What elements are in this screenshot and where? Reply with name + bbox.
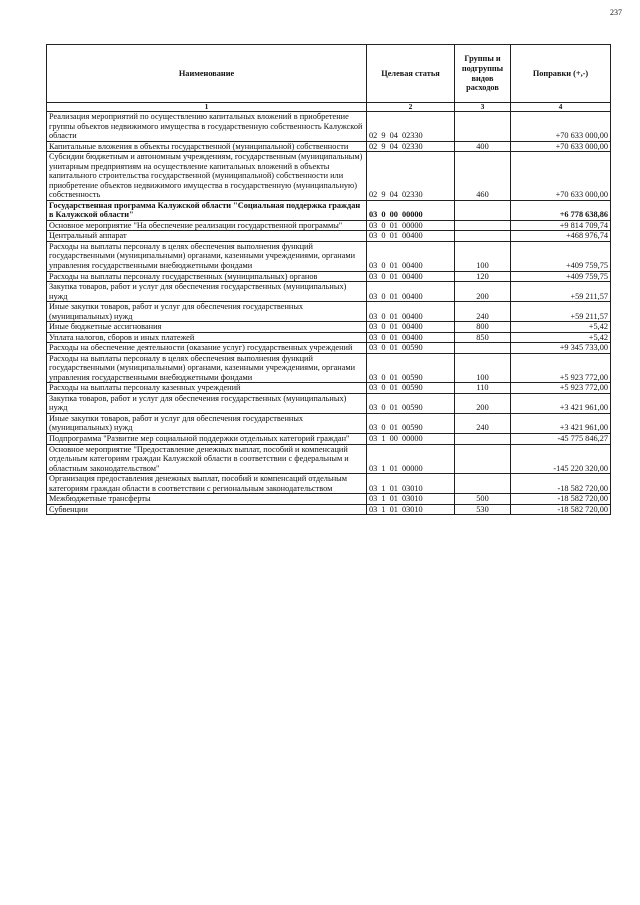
row-amount: +70 633 000,00 (511, 141, 611, 152)
row-name: Субсидии бюджетным и автономным учреждениям, государственным (муниципальным) унитарным предприятиям на осуществление капитальных вложений в объекты капитального строительства государственной (муниципальной) собственности или приобретение объектов недвижимого имущества в государственную (муниципальную) собственность (47, 152, 367, 201)
row-amount: +409 759,75 (511, 271, 611, 282)
row-target-article: 03 1 01 03010 (367, 474, 455, 494)
row-amount: -18 582 720,00 (511, 474, 611, 494)
row-target-article: 03 0 01 00400 (367, 332, 455, 343)
row-expense-group: 100 (455, 353, 511, 383)
table-row (47, 302, 611, 322)
row-amount: -45 775 846,27 (511, 434, 611, 445)
table-header-row (47, 45, 611, 103)
row-target-article: 03 0 01 00590 (367, 383, 455, 394)
table-row (47, 231, 611, 242)
row-target-article: 03 0 00 00000 (367, 200, 455, 220)
row-amount: +9 345 733,00 (511, 343, 611, 354)
row-name: Межбюджетные трансферты (47, 494, 367, 505)
table-row (47, 200, 611, 220)
row-amount: +5,42 (511, 322, 611, 333)
row-name: Закупка товаров, работ и услуг для обеспечения государственных (муниципальных) нужд (47, 393, 367, 413)
table-row (47, 393, 611, 413)
table-row (47, 322, 611, 333)
row-name: Иные закупки товаров, работ и услуг для обеспечения государственных (муниципальных) нужд (47, 413, 367, 433)
table-row (47, 241, 611, 271)
table-row (47, 282, 611, 302)
table-row (47, 494, 611, 505)
row-target-article: 03 0 01 00400 (367, 322, 455, 333)
row-expense-group: 850 (455, 332, 511, 343)
row-name: Основное мероприятие "Предоставление денежных выплат, пособий и компенсаций отдельным категориям граждан Калужской области в соответствии с федеральным и областным законодательством" (47, 444, 367, 474)
row-name: Расходы на выплаты персоналу государственных (муниципальных) органов (47, 271, 367, 282)
row-expense-group: 200 (455, 282, 511, 302)
row-expense-group: 400 (455, 141, 511, 152)
row-target-article: 03 1 01 00000 (367, 444, 455, 474)
row-target-article: 03 0 01 00590 (367, 393, 455, 413)
row-amount: +5 923 772,00 (511, 353, 611, 383)
row-target-article: 03 1 01 03010 (367, 504, 455, 515)
row-expense-group: 110 (455, 383, 511, 394)
row-amount: +70 633 000,00 (511, 112, 611, 142)
row-target-article: 03 0 01 00590 (367, 353, 455, 383)
row-expense-group (455, 343, 511, 354)
row-amount: +59 211,57 (511, 282, 611, 302)
row-expense-group: 120 (455, 271, 511, 282)
table-row (47, 343, 611, 354)
row-amount: -18 582 720,00 (511, 494, 611, 505)
row-name: Расходы на обеспечение деятельности (оказание услуг) государственных учреждений (47, 343, 367, 354)
column-number-row (47, 103, 611, 112)
row-name: Государственная программа Калужской области "Социальная поддержка граждан в Калужской области" (47, 200, 367, 220)
row-name: Подпрограмма "Развитие мер социальной поддержки отдельных категорий граждан" (47, 434, 367, 445)
row-amount: +6 778 638,86 (511, 200, 611, 220)
row-expense-group (455, 200, 511, 220)
row-target-article: 02 9 04 02330 (367, 112, 455, 142)
row-name: Расходы на выплаты персоналу в целях обеспечения выполнения функций государственными (муниципальными) органами, казенными учреждениями, органами управления государственными внебюджетными фондами (47, 353, 367, 383)
row-target-article: 03 0 01 00400 (367, 271, 455, 282)
column-number: 1 (47, 103, 367, 112)
table-row (47, 271, 611, 282)
row-name: Основное мероприятие "На обеспечение реализации государственной программы" (47, 220, 367, 231)
row-target-article: 03 0 01 00000 (367, 220, 455, 231)
row-amount: +9 814 709,74 (511, 220, 611, 231)
row-target-article: 03 0 01 00590 (367, 413, 455, 433)
row-amount: +59 211,57 (511, 302, 611, 322)
row-name: Расходы на выплаты персоналу в целях обеспечения выполнения функций государственными (муниципальными) органами, казенными учреждениями, органами управления государственными внебюджетными фондами (47, 241, 367, 271)
table-row (47, 152, 611, 201)
table-row (47, 383, 611, 394)
header-name: Наименование (47, 45, 367, 103)
row-target-article: 03 1 01 03010 (367, 494, 455, 505)
table-row (47, 353, 611, 383)
row-name: Закупка товаров, работ и услуг для обеспечения государственных (муниципальных) нужд (47, 282, 367, 302)
column-number: 3 (455, 103, 511, 112)
row-target-article: 03 0 01 00400 (367, 282, 455, 302)
column-number: 4 (511, 103, 611, 112)
row-amount: -145 220 320,00 (511, 444, 611, 474)
row-target-article: 03 1 00 00000 (367, 434, 455, 445)
table-row (47, 141, 611, 152)
table-body (47, 112, 611, 515)
row-name: Субвенции (47, 504, 367, 515)
column-number: 2 (367, 103, 455, 112)
row-name: Иные закупки товаров, работ и услуг для обеспечения государственных (муниципальных) нужд (47, 302, 367, 322)
table-row (47, 444, 611, 474)
row-expense-group (455, 112, 511, 142)
row-expense-group (455, 444, 511, 474)
table-row (47, 413, 611, 433)
table-row (47, 434, 611, 445)
row-name: Иные бюджетные ассигнования (47, 322, 367, 333)
row-name: Центральный аппарат (47, 231, 367, 242)
header-target-article: Целевая статья (367, 45, 455, 103)
row-expense-group: 530 (455, 504, 511, 515)
row-expense-group: 100 (455, 241, 511, 271)
row-target-article: 03 0 01 00400 (367, 302, 455, 322)
table-row (47, 504, 611, 515)
row-expense-group: 460 (455, 152, 511, 201)
row-amount: +70 633 000,00 (511, 152, 611, 201)
row-expense-group (455, 220, 511, 231)
row-expense-group: 500 (455, 494, 511, 505)
table-row (47, 474, 611, 494)
row-target-article: 02 9 04 02330 (367, 141, 455, 152)
row-name: Реализация мероприятий по осуществлению капитальных вложений в приобретение группы объектов недвижимого имущества в государственную собственность Калужской области (47, 112, 367, 142)
budget-amendments-table (46, 44, 611, 515)
row-target-article: 02 9 04 02330 (367, 152, 455, 201)
row-expense-group: 800 (455, 322, 511, 333)
header-amendments: Поправки (+,-) (511, 45, 611, 103)
row-expense-group: 200 (455, 393, 511, 413)
row-expense-group: 240 (455, 413, 511, 433)
row-amount: +409 759,75 (511, 241, 611, 271)
row-amount: +5,42 (511, 332, 611, 343)
row-expense-group (455, 434, 511, 445)
row-expense-group: 240 (455, 302, 511, 322)
table-row (47, 220, 611, 231)
header-expense-group: Группы и подгруппы видов расходов (455, 45, 511, 103)
row-target-article: 03 0 01 00590 (367, 343, 455, 354)
row-name: Организация предоставления денежных выплат, пособий и компенсаций отдельным категориям граждан области в соответствии с региональным законодательством (47, 474, 367, 494)
row-amount: +3 421 961,00 (511, 413, 611, 433)
page-number: 237 (610, 8, 622, 17)
row-amount: -18 582 720,00 (511, 504, 611, 515)
row-name: Уплата налогов, сборов и иных платежей (47, 332, 367, 343)
row-expense-group (455, 231, 511, 242)
row-amount: +3 421 961,00 (511, 393, 611, 413)
row-expense-group (455, 474, 511, 494)
row-name: Расходы на выплаты персоналу казенных учреждений (47, 383, 367, 394)
row-name: Капитальные вложения в объекты государственной (муниципальной) собственности (47, 141, 367, 152)
table-row (47, 332, 611, 343)
row-target-article: 03 0 01 00400 (367, 231, 455, 242)
row-amount: +468 976,74 (511, 231, 611, 242)
table-row (47, 112, 611, 142)
row-amount: +5 923 772,00 (511, 383, 611, 394)
row-target-article: 03 0 01 00400 (367, 241, 455, 271)
